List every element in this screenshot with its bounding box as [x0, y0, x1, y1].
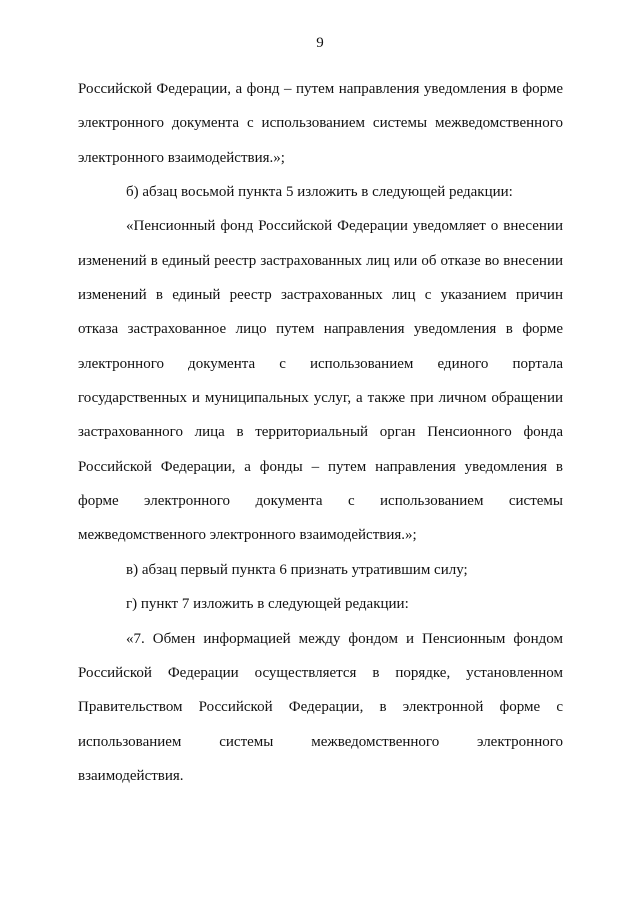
text-line: Российской Федерации, а фонды – путем направления уведомления в — [78, 458, 563, 475]
paragraph-quote-point-7 — [78, 622, 563, 794]
page-number: 9 — [316, 35, 324, 51]
text-line: электронного документа с использованием системы межведомственного — [78, 115, 563, 132]
text-line: взаимодействия. — [78, 767, 184, 784]
text-line: б) абзац восьмой пункта 5 изложить в следующей редакции: — [126, 184, 513, 201]
paragraph-quote-pension-fund — [78, 209, 563, 552]
text-line: Российской Федерации осуществляется в порядке, установленном — [78, 664, 563, 681]
text-line: застрахованного лица в территориальный орган Пенсионного фонда — [78, 424, 563, 441]
text-line: использованием системы межведомственного электронного — [78, 733, 563, 750]
text-line: Российской Федерации, а фонд – путем направления уведомления в форме — [78, 81, 563, 97]
text-line: в) абзац первый пункта 6 признать утратившим силу; — [126, 561, 468, 578]
text-line: изменений в единый реестр застрахованных лиц или об отказе во внесении — [78, 252, 563, 269]
text-line: «7. Обмен информацией между фондом и Пенсионным фондом — [126, 630, 563, 647]
text-line: отказа застрахованное лицо путем направления уведомления в форме — [78, 321, 563, 338]
text-line: Правительством Российской Федерации, в электронной форме с — [78, 699, 563, 716]
text-line: электронного документа с использованием единого портала — [78, 355, 563, 372]
text-line: государственных и муниципальных услуг, а также при личном обращении — [78, 390, 563, 407]
text-line: электронного взаимодействия.»; — [78, 149, 285, 166]
text-line: форме электронного документа с использованием системы — [78, 493, 563, 510]
text-line: «Пенсионный фонд Российской Федерации уведомляет о внесении — [126, 218, 563, 235]
paragraph-item-g — [78, 587, 563, 621]
paragraph-continuation — [78, 72, 563, 175]
text-line: межведомственного электронного взаимодействия.»; — [78, 527, 417, 544]
paragraph-item-v — [78, 553, 563, 587]
document-body — [78, 72, 563, 793]
text-line: изменений в единый реестр застрахованных лиц с указанием причин — [78, 287, 563, 304]
text-line: г) пункт 7 изложить в следующей редакции: — [126, 596, 409, 613]
paragraph-item-b — [78, 175, 563, 209]
